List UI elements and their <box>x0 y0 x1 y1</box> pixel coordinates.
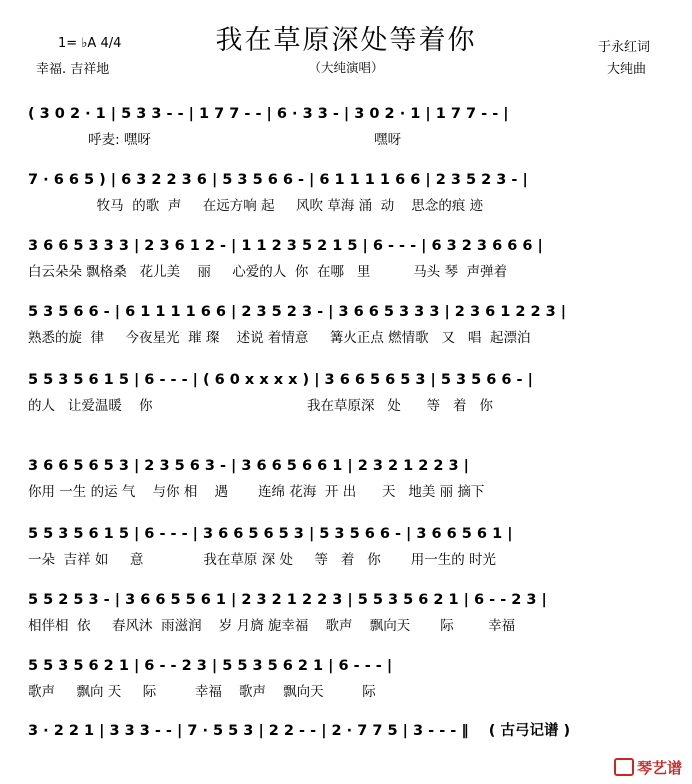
logo-text: 琴艺谱 <box>636 759 682 777</box>
lyrics-line: 牧马 的歌 声 在远方响 起 风吹 草海 涌 动 思念的痕 迹 <box>28 198 484 214</box>
notation-line: 3 · 2 2 1 | 3 3 3 - - | 7 · 5 5 3 | 2 2 - - | 2 · 7 7 5 | 3 - - - ‖ ( 古弓记谱 ) <box>28 723 571 739</box>
notation-line: 5 5 3 5 6 1 5 | 6 - - - | ( 6 0 x x x x ) | 3 6 6 5 6 5 3 | 5 3 5 6 6 - | <box>28 372 533 388</box>
lyrics-line: 白云朵朵 飘格桑 花儿美 丽 心爱的人 你 在哪 里 马头 琴 声弹着 <box>28 264 508 280</box>
lyrics-line: 相伴相 依 春风沐 雨滋润 岁 月旖 旎幸福 歌声 飘向天 际 幸福 <box>28 618 516 634</box>
performer: （大纯演唱） <box>308 60 384 75</box>
lyrics-line: 呼麦: 嘿呀 嘿呀 <box>28 132 402 148</box>
logo-icon <box>614 758 634 776</box>
notation-line: 7 · 6 6 5 ) | 6 3 2 2 3 6 | 5 3 5 6 6 - | 6 1 1 1 1 6 6 | 2 3 5 2 3 - | <box>28 172 528 188</box>
notation-line: 5 5 3 5 6 1 5 | 6 - - - | 3 6 6 5 6 5 3 | 5 3 5 6 6 - | 3 6 6 5 6 1 | <box>28 526 513 542</box>
lyricist: 于永红词 <box>597 40 650 55</box>
song-title: 我在草原深处等着你 <box>215 25 477 56</box>
key-signature: 1= ♭A 4/4 <box>58 36 122 51</box>
album: 幸福. 吉祥地 <box>36 62 110 77</box>
notation-line: 5 3 5 6 6 - | 6 1 1 1 1 6 6 | 2 3 5 2 3 - | 3 6 6 5 3 3 3 | 2 3 6 1 2 2 3 | <box>28 304 567 320</box>
site-logo <box>614 757 682 778</box>
lyrics-line: 熟悉的旋 律 今夜星光 璀 璨 述说 着情意 篝火正点 燃情歌 又 唱 起漂泊 <box>28 330 531 346</box>
notation-line: 5 5 3 5 6 2 1 | 6 - - 2 3 | 5 5 3 5 6 2 1 | 6 - - - | <box>28 658 393 674</box>
notation-line: ( 3 0 2 · 1 | 5 3 3 - - | 1 7 7 - - | 6 · 3 3 - | 3 0 2 · 1 | 1 7 7 - - | <box>28 106 509 122</box>
notation-line: 5 5 2 5 3 - | 3 6 6 5 5 6 1 | 2 3 2 1 2 2 3 | 5 5 3 5 6 2 1 | 6 - - 2 3 | <box>28 592 547 608</box>
composer: 大纯曲 <box>606 62 646 77</box>
lyrics-line: 歌声 飘向 天 际 幸福 歌声 飘向天 际 <box>28 684 376 700</box>
lyrics-line: 的人 让爱温暖 你 我在草原深 处 等 着 你 <box>28 398 493 414</box>
notation-line: 3 6 6 5 3 3 3 | 2 3 6 1 2 - | 1 1 2 3 5 2 1 5 | 6 - - - | 6 3 2 3 6 6 6 | <box>28 238 543 254</box>
notation-line: 3 6 6 5 6 5 3 | 2 3 5 6 3 - | 3 6 6 5 6 6 1 | 2 3 2 1 2 2 3 | <box>28 458 469 474</box>
lyrics-line: 你用 一生 的运 气 与你 相 遇 连绵 花海 开 出 天 地美 丽 摘下 <box>28 484 485 500</box>
lyrics-line: 一朵 吉祥 如 意 我在草原 深 处 等 着 你 用一生的 时光 <box>28 552 497 568</box>
